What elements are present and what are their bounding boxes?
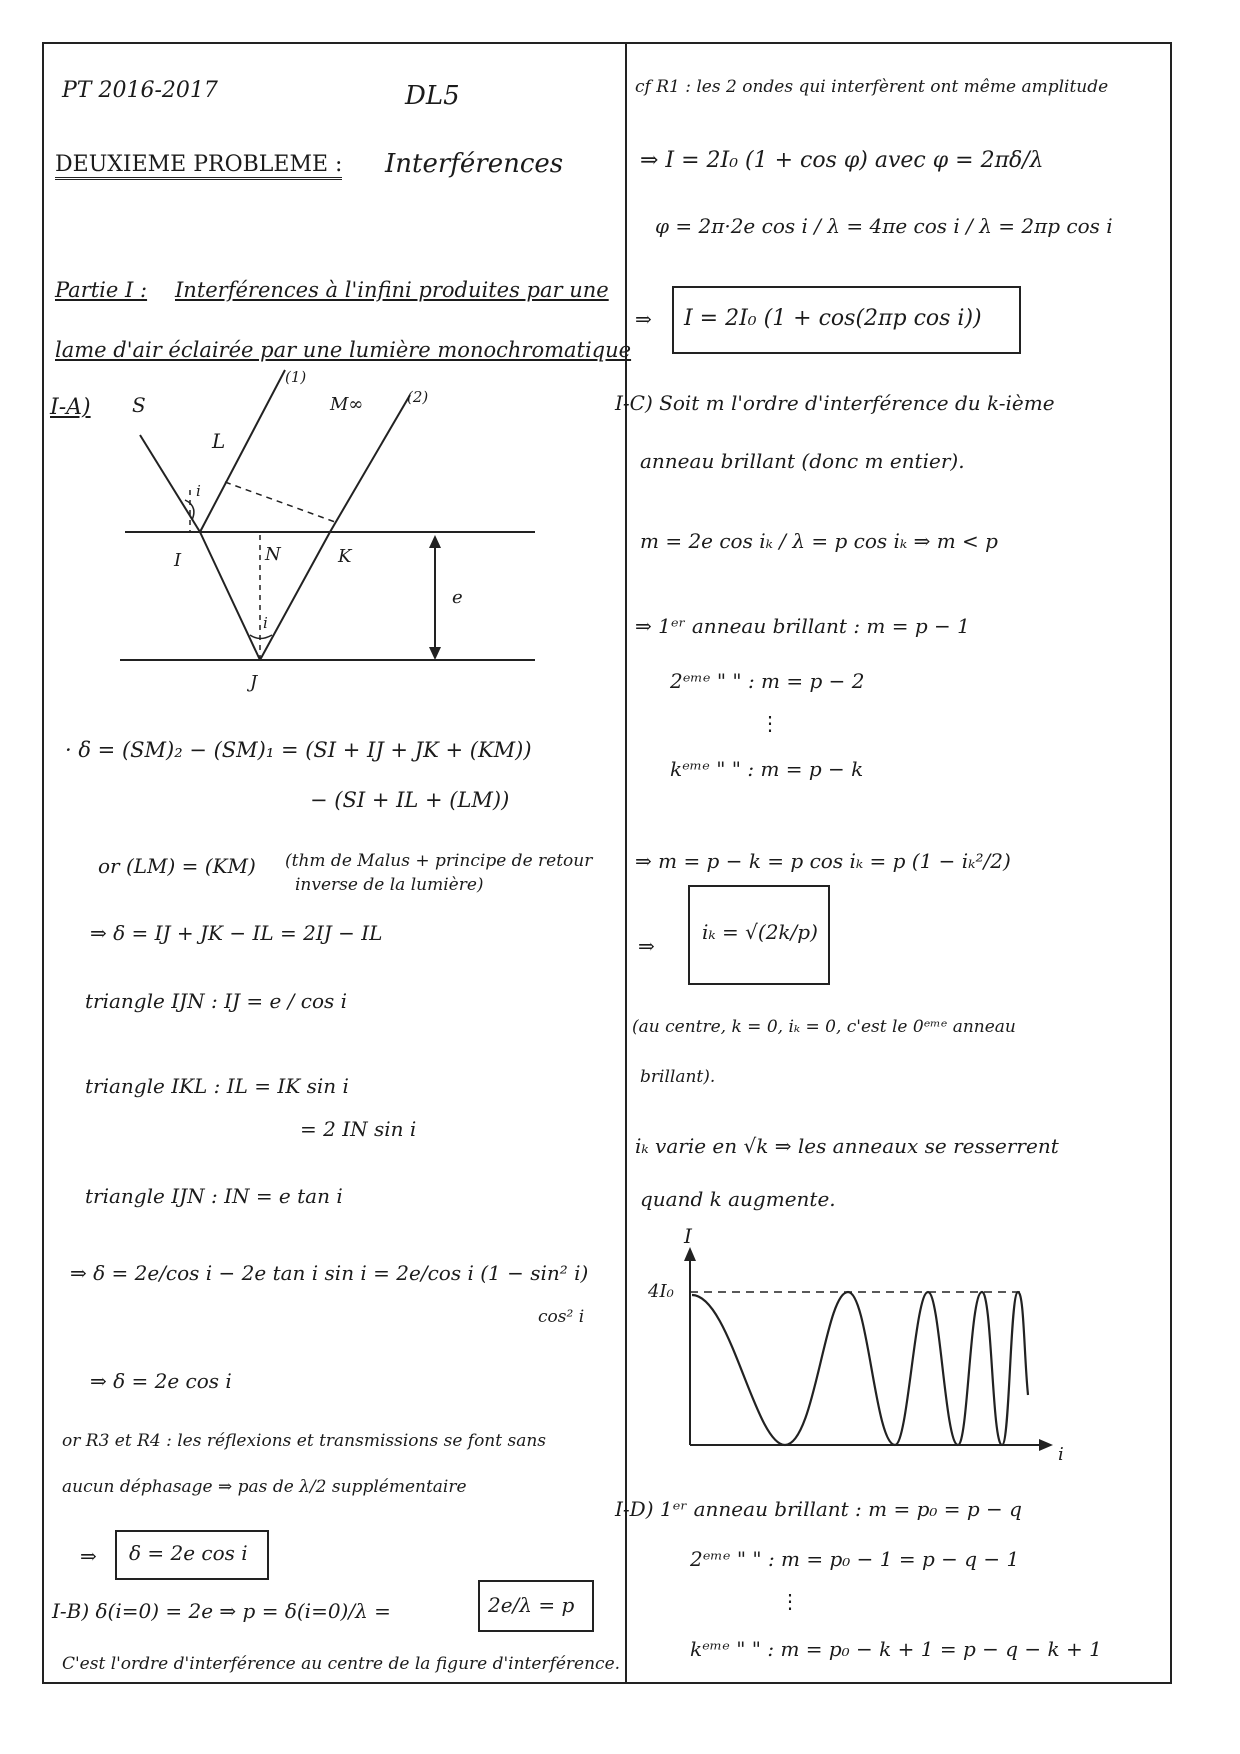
label-J: J xyxy=(250,672,258,693)
partie-title-line-2: lame d'air éclairée par une lumière monochromatique xyxy=(55,338,632,362)
ring-2: 2ᵉᵐᵉ " " : m = p − 2 xyxy=(670,669,865,693)
problem-title: DEUXIEME PROBLEME : xyxy=(55,152,342,180)
rings-tighten-1: iₖ varie en √k ⇒ les anneaux se resserrent xyxy=(635,1134,1059,1158)
label-M-infinity: M∞ xyxy=(330,394,364,415)
graph-label-level: 4I₀ xyxy=(648,1281,674,1302)
section-ib-line: I-B) δ(i=0) = 2e ⇒ p = δ(i=0)/λ = xyxy=(52,1599,391,1623)
section-ic-line-2: anneau brillant (donc m entier). xyxy=(640,449,965,473)
implies-arrow-3: ⇒ xyxy=(638,934,655,958)
implies-arrow-2: ⇒ xyxy=(635,307,652,331)
label-S: S xyxy=(132,393,146,417)
vertical-ellipsis: ⋮ xyxy=(760,711,780,735)
graph-label-y: I xyxy=(684,1224,692,1248)
r1-note: cf R1 : les 2 ondes qui interfèrent ont même amplitude xyxy=(635,77,1109,97)
refracted-ray-down xyxy=(200,532,260,660)
delta-definition: · δ = (SM)₂ − (SM)₁ = (SI + IJ + JK + (KM)) xyxy=(65,738,532,762)
label-ray-2: (2) xyxy=(407,388,429,406)
ring-k: kᵉᵐᵉ " " : m = p − k xyxy=(670,757,864,781)
label-i-bottom: i xyxy=(263,614,268,632)
air-wedge-figure xyxy=(60,370,660,700)
vertical-ellipsis-2: ⋮ xyxy=(780,1589,800,1613)
section-id-line-2: 2ᵉᵐᵉ " " : m = p₀ − 1 = p − q − 1 xyxy=(690,1547,1020,1571)
reflection-note-1: or R3 et R4 : les réflexions et transmissions se font sans xyxy=(62,1431,547,1451)
delta-simplified: ⇒ δ = IJ + JK − IL = 2IJ − IL xyxy=(90,921,383,945)
label-I: I xyxy=(174,550,182,571)
graph-y-arrow xyxy=(684,1247,696,1261)
implies-arrow: ⇒ xyxy=(80,1544,97,1568)
delta-expression: ⇒ δ = 2e/cos i − 2e tan i sin i = 2e/cos i (1 − sin² i) xyxy=(70,1261,589,1285)
rings-tighten-2: quand k augmente. xyxy=(640,1187,836,1211)
delta-result: ⇒ δ = 2e cos i xyxy=(90,1369,232,1393)
malus-equality: or (LM) = (KM) xyxy=(98,854,256,878)
doc-code: DL5 xyxy=(405,81,460,111)
ik-boxed-text: iₖ = √(2k/p) xyxy=(702,920,818,944)
label-e: e xyxy=(452,587,463,608)
triangle-ijn-1: triangle IJN : IJ = e / cos i xyxy=(85,989,348,1013)
partie-title-line-1: Interférences à l'infini produites par une xyxy=(175,278,609,302)
section-id-line-1: I-D) 1ᵉʳ anneau brillant : m = p₀ = p − q xyxy=(615,1497,1022,1521)
triangle-ikl: triangle IKL : IL = IK sin i xyxy=(85,1074,349,1098)
label-L: L xyxy=(212,429,226,453)
center-note-1: (au centre, k = 0, iₖ = 0, c'est le 0ᵉᵐᵉ anneau xyxy=(632,1017,1016,1037)
delta-boxed xyxy=(115,1530,269,1580)
center-note-2: brillant). xyxy=(640,1067,716,1087)
ring-1: ⇒ 1ᵉʳ anneau brillant : m = p − 1 xyxy=(635,614,970,638)
section-id-line-3: kᵉᵐᵉ " " : m = p₀ − k + 1 = p − q − k + 1 xyxy=(690,1637,1102,1661)
graph-x-arrow xyxy=(1039,1439,1053,1451)
order-m-expression: m = 2e cos iₖ / λ = p cos iₖ ⇒ m < p xyxy=(640,529,998,553)
malus-note-2: inverse de la lumière) xyxy=(295,875,484,895)
class-year: PT 2016-2017 xyxy=(62,78,218,103)
center-order-note: C'est l'ordre d'interférence au centre de la figure d'interférence. xyxy=(62,1654,621,1674)
malus-note-1: (thm de Malus + principe de retour xyxy=(285,851,593,871)
cos-squared-note: cos² i xyxy=(538,1307,585,1327)
emerging-ray-2 xyxy=(330,395,410,532)
label-K: K xyxy=(338,546,352,567)
intensity-boxed xyxy=(672,286,1021,354)
m-approximation: ⇒ m = p − k = p cos iₖ = p (1 − iₖ²/2) xyxy=(635,849,1011,873)
column-divider xyxy=(625,42,627,1684)
intensity-curve xyxy=(692,1292,1028,1445)
label-i-top: i xyxy=(196,482,201,500)
graph-label-x: i xyxy=(1058,1444,1064,1465)
angle-arc-bottom xyxy=(250,635,272,639)
section-ia-label: I-A) xyxy=(50,395,91,420)
intensity-graph xyxy=(640,1224,1120,1475)
intensity-formula: ⇒ I = 2I₀ (1 + cos φ) avec φ = 2πδ/λ xyxy=(640,148,1044,173)
partie-label: Partie I : xyxy=(55,278,148,302)
section-ic-line: I-C) Soit m l'ordre d'interférence du k-ième xyxy=(615,391,1055,415)
thickness-arrow-bottom xyxy=(429,647,441,660)
label-ray-1: (1) xyxy=(285,368,307,386)
incident-ray xyxy=(140,435,200,532)
triangle-ijn-2: triangle IJN : IN = e tan i xyxy=(85,1184,343,1208)
delta-definition-cont: − (SI + IL + (LM)) xyxy=(310,788,510,812)
ik-boxed xyxy=(688,885,830,985)
phase-expression: φ = 2π·2e cos i / λ = 4πe cos i / λ = 2πp cos i xyxy=(655,214,1113,238)
p-boxed-text: 2e/λ = p xyxy=(488,1593,575,1617)
p-boxed xyxy=(478,1580,594,1632)
intensity-boxed-text: I = 2I₀ (1 + cos(2πp cos i)) xyxy=(684,306,982,331)
wavefront-dashed xyxy=(225,482,335,522)
thickness-arrow-top xyxy=(429,535,441,548)
label-N: N xyxy=(265,544,281,565)
triangle-ikl-cont: = 2 IN sin i xyxy=(300,1117,417,1141)
reflection-note-2: aucun déphasage ⇒ pas de λ/2 supplémentaire xyxy=(62,1477,467,1497)
problem-subject: Interférences xyxy=(385,149,564,179)
delta-boxed-text: δ = 2e cos i xyxy=(129,1541,248,1565)
